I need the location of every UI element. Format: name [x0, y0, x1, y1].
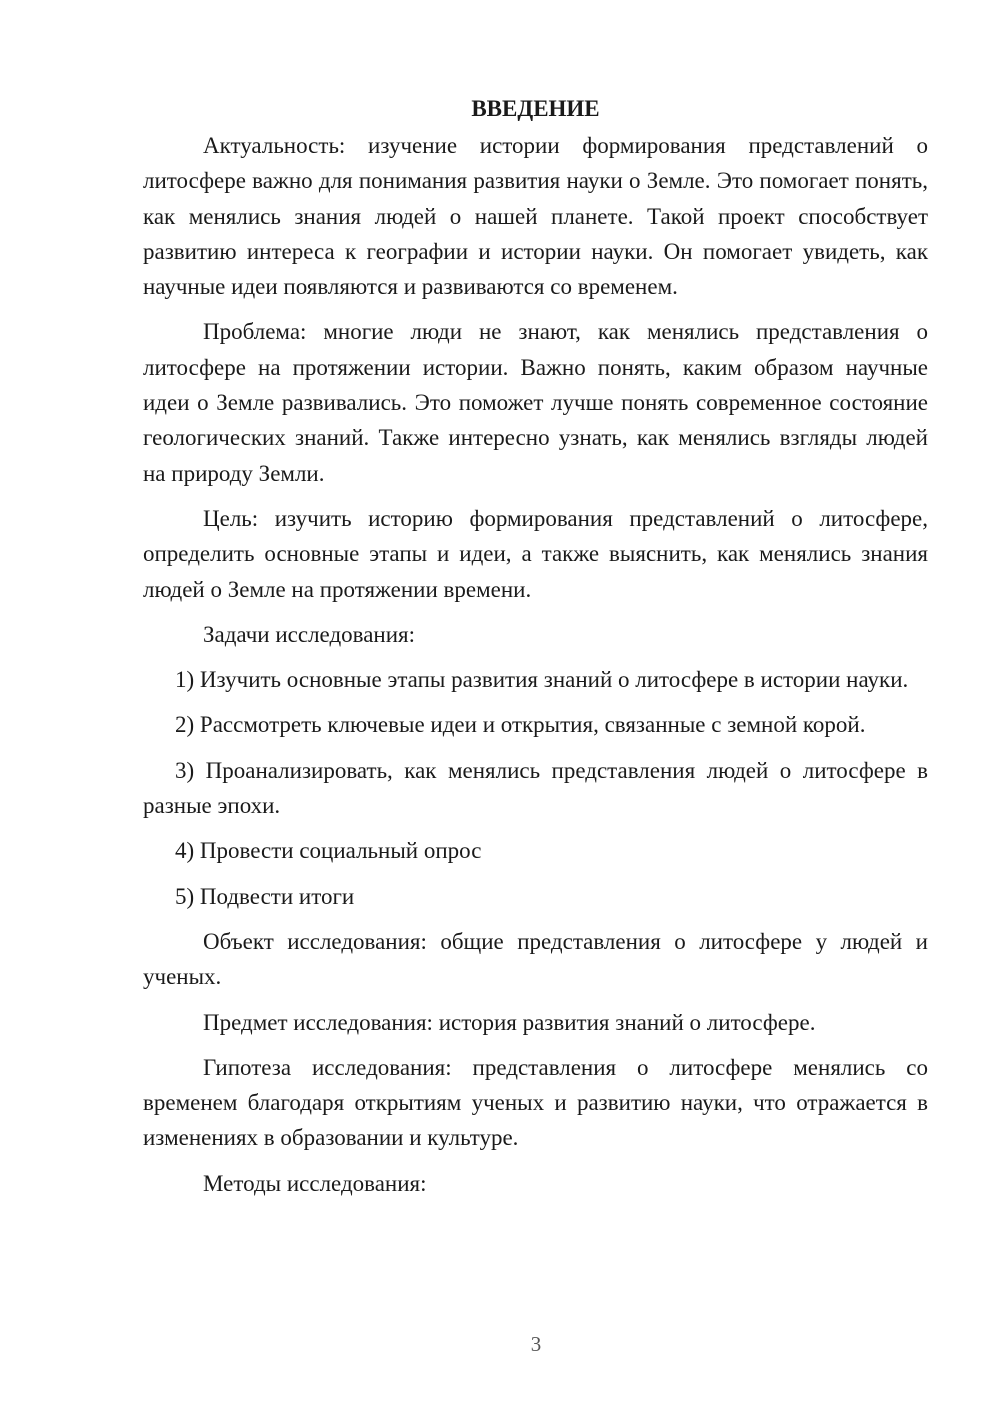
methods-paragraph: Методы исследования:	[203, 1170, 427, 1196]
task-item-5: 5) Подвести итоги	[175, 883, 355, 909]
task-item-4: 4) Провести социальный опрос	[175, 838, 482, 864]
relevance-paragraph: Актуальность: изучение истории формирования представлений о литосфере важно для понимания развития науки о Земле. Это помогает понять, как менялись знания людей о нашей планете. Такой проект способствует развитию интереса к географии и истории науки. Он помогает увидеть, как научные идеи появляются и развиваются со временем.	[143, 133, 928, 300]
goal-paragraph: Цель: изучить историю формирования представлений о литосфере, определить основные этапы и идеи, а также выяснить, как менялись знания людей о Земле на протяжении времени.	[143, 505, 928, 602]
subject-paragraph: Предмет исследования: история развития знаний о литосфере.	[203, 1009, 816, 1035]
task-item-2: 2) Рассмотреть ключевые идеи и открытия, связанные с земной корой.	[175, 712, 866, 738]
task-item-1: 1) Изучить основные этапы развития знаний о литосфере в истории науки.	[175, 667, 909, 693]
task-item-3: 3) Проанализировать, как менялись представления людей о литосфере в разные эпохи.	[143, 757, 928, 819]
page-number: 3	[530, 1332, 542, 1356]
problem-paragraph: Проблема: многие люди не знают, как менялись представления о литосфере на протяжении истории. Важно понять, каким образом научные идеи о Земле развивались. Это поможет лучше понять современное состояние геологических знаний. Также интересно узнать, как менялись взгляды людей на природу Земли.	[143, 319, 928, 486]
object-paragraph: Объект исследования: общие представления о литосфере у людей и ученых.	[143, 928, 928, 990]
tasks-title: Задачи исследования:	[203, 621, 416, 647]
hypothesis-paragraph: Гипотеза исследования: представления о литосфере менялись со временем благодаря открытиям ученых и развитию науки, что отражается в изменениях в образовании и культуре.	[143, 1054, 928, 1151]
document-page	[143, 94, 928, 1211]
section-heading: ВВЕДЕНИЕ	[471, 96, 600, 121]
